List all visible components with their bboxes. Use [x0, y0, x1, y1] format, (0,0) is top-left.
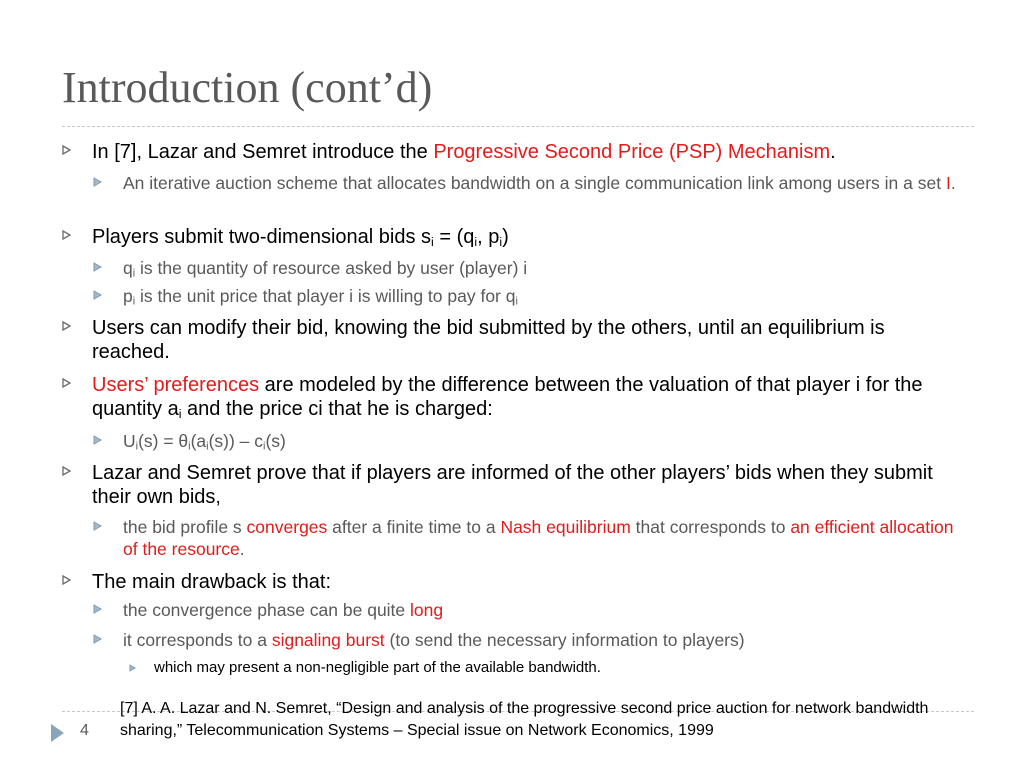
- bullet-text: is the quantity of resource asked by user (player) i: [135, 258, 528, 278]
- bullet-bandwidth-part: [128, 658, 958, 678]
- highlight-nash-equilibrium: Nash equilibrium: [500, 517, 631, 537]
- bullet-text: , p: [477, 226, 500, 248]
- bullet-text: the convergence phase can be quite: [123, 600, 411, 620]
- bullet-main-drawback: [62, 570, 962, 594]
- triangle-bullet-icon: [93, 599, 103, 619]
- subscript: i: [135, 440, 139, 453]
- bullet-price-definition: [93, 285, 963, 307]
- bullet-users-preferences: [62, 373, 962, 421]
- highlight-set-i: I: [945, 173, 951, 193]
- triangle-bullet-icon: [93, 516, 103, 536]
- subscript: i: [132, 267, 136, 280]
- reference-citation: [7] A. A. Lazar and N. Semret, “Design and analysis of the progressive second price auction for network bandwidth sharing,” Telecommunication Systems – Special issue on Network Economics, 1999: [120, 700, 929, 739]
- bullet-text-end: .: [239, 539, 245, 559]
- bullet-text: The main drawback is that:: [92, 571, 331, 593]
- bullet-quantity-definition: [93, 257, 963, 279]
- triangle-bullet-icon: [93, 172, 103, 192]
- highlight-long: long: [410, 600, 444, 620]
- bullet-text: Lazar and Semret prove that if players are informed of the other players’ bids when they submit their own bids,: [92, 462, 933, 508]
- formula-text: (s)) – c: [208, 431, 264, 451]
- triangle-bullet-icon: [93, 285, 103, 305]
- bullet-text: Users can modify their bid, knowing the bid submitted by the others, until an equilibrium is reached.: [92, 317, 885, 363]
- corner-arrow-icon: [50, 722, 66, 744]
- triangle-bullet-icon: [62, 373, 72, 393]
- bullet-text: which may present a non-negligible part of the available bandwidth.: [154, 659, 601, 676]
- highlight-converges: converges: [246, 517, 328, 537]
- triangle-bullet-icon: [62, 570, 72, 590]
- triangle-bullet-icon: [93, 629, 103, 649]
- triangle-bullet-icon: [93, 257, 103, 277]
- formula-text: (s): [265, 431, 286, 451]
- highlight-users-preferences: Users’ preferences: [92, 374, 260, 396]
- triangle-bullet-icon: [62, 316, 72, 336]
- formula-text: U: [123, 431, 136, 451]
- formula-text: (s) = θ: [138, 431, 189, 451]
- bullet-lazar-semret-prove: [62, 461, 962, 509]
- subscript: i: [132, 295, 136, 308]
- bullet-text: it corresponds to a: [123, 630, 272, 650]
- bullet-text: after a finite time to a: [327, 517, 501, 537]
- bullet-text: are modeled by the difference between the valuation of that player i for the quantity a: [92, 374, 923, 420]
- bullet-text: An iterative auction scheme that allocates bandwidth on a single communication link among users in a set: [123, 173, 946, 193]
- bullet-text: In [7], Lazar and Semret introduce the: [92, 141, 434, 163]
- subscript: i: [263, 440, 266, 453]
- bullet-text: q: [123, 258, 133, 278]
- bullet-psp-intro: [62, 140, 962, 164]
- triangle-bullet-icon: [128, 658, 138, 678]
- bullet-text: the bid profile s: [123, 517, 247, 537]
- subscript: i: [431, 235, 434, 250]
- bullet-two-dimensional-bids: [62, 225, 962, 249]
- slide-title: Introduction (cont’d): [62, 63, 433, 112]
- bullet-signaling-burst: [93, 629, 963, 651]
- subscript: i: [515, 295, 518, 308]
- triangle-bullet-icon: [62, 140, 72, 160]
- bullet-text-end: ): [502, 226, 509, 248]
- page-number: 4: [80, 722, 89, 739]
- bullet-text-end: (to send the necessary information to players): [384, 630, 745, 650]
- bullet-utility-formula: [93, 430, 963, 452]
- triangle-bullet-icon: [62, 461, 72, 481]
- bullet-text: Players submit two-dimensional bids s: [92, 226, 432, 248]
- bullet-text: that corresponds to: [630, 517, 791, 537]
- triangle-bullet-icon: [93, 430, 103, 450]
- highlight-efficient-allocation: an efficient allocation of the resource: [123, 517, 954, 559]
- subscript: i: [188, 440, 191, 453]
- subscript: i: [178, 407, 182, 422]
- bullet-text-end: and the price ci that he is charged:: [181, 398, 493, 420]
- subscript: i: [499, 235, 503, 250]
- bullet-modify-bid: [62, 316, 962, 364]
- bullet-text-end: .: [830, 141, 836, 163]
- highlight-psp-mechanism: Progressive Second Price (PSP) Mechanism: [433, 141, 831, 163]
- formula-text: (a: [190, 431, 207, 451]
- bullet-text: = (q: [433, 226, 475, 248]
- title-divider: [62, 126, 974, 127]
- bullet-iterative-auction: [93, 172, 963, 194]
- highlight-signaling-burst: signaling burst: [271, 630, 385, 650]
- bullet-bid-profile-converges: [93, 516, 963, 560]
- bullet-text-end: .: [950, 173, 956, 193]
- subscript: i: [474, 235, 478, 250]
- subscript: i: [206, 440, 209, 453]
- bullet-text: is the unit price that player i is willing to pay for q: [135, 286, 516, 306]
- bullet-convergence-long: [93, 599, 963, 621]
- bullet-text: p: [123, 286, 133, 306]
- triangle-bullet-icon: [62, 225, 72, 245]
